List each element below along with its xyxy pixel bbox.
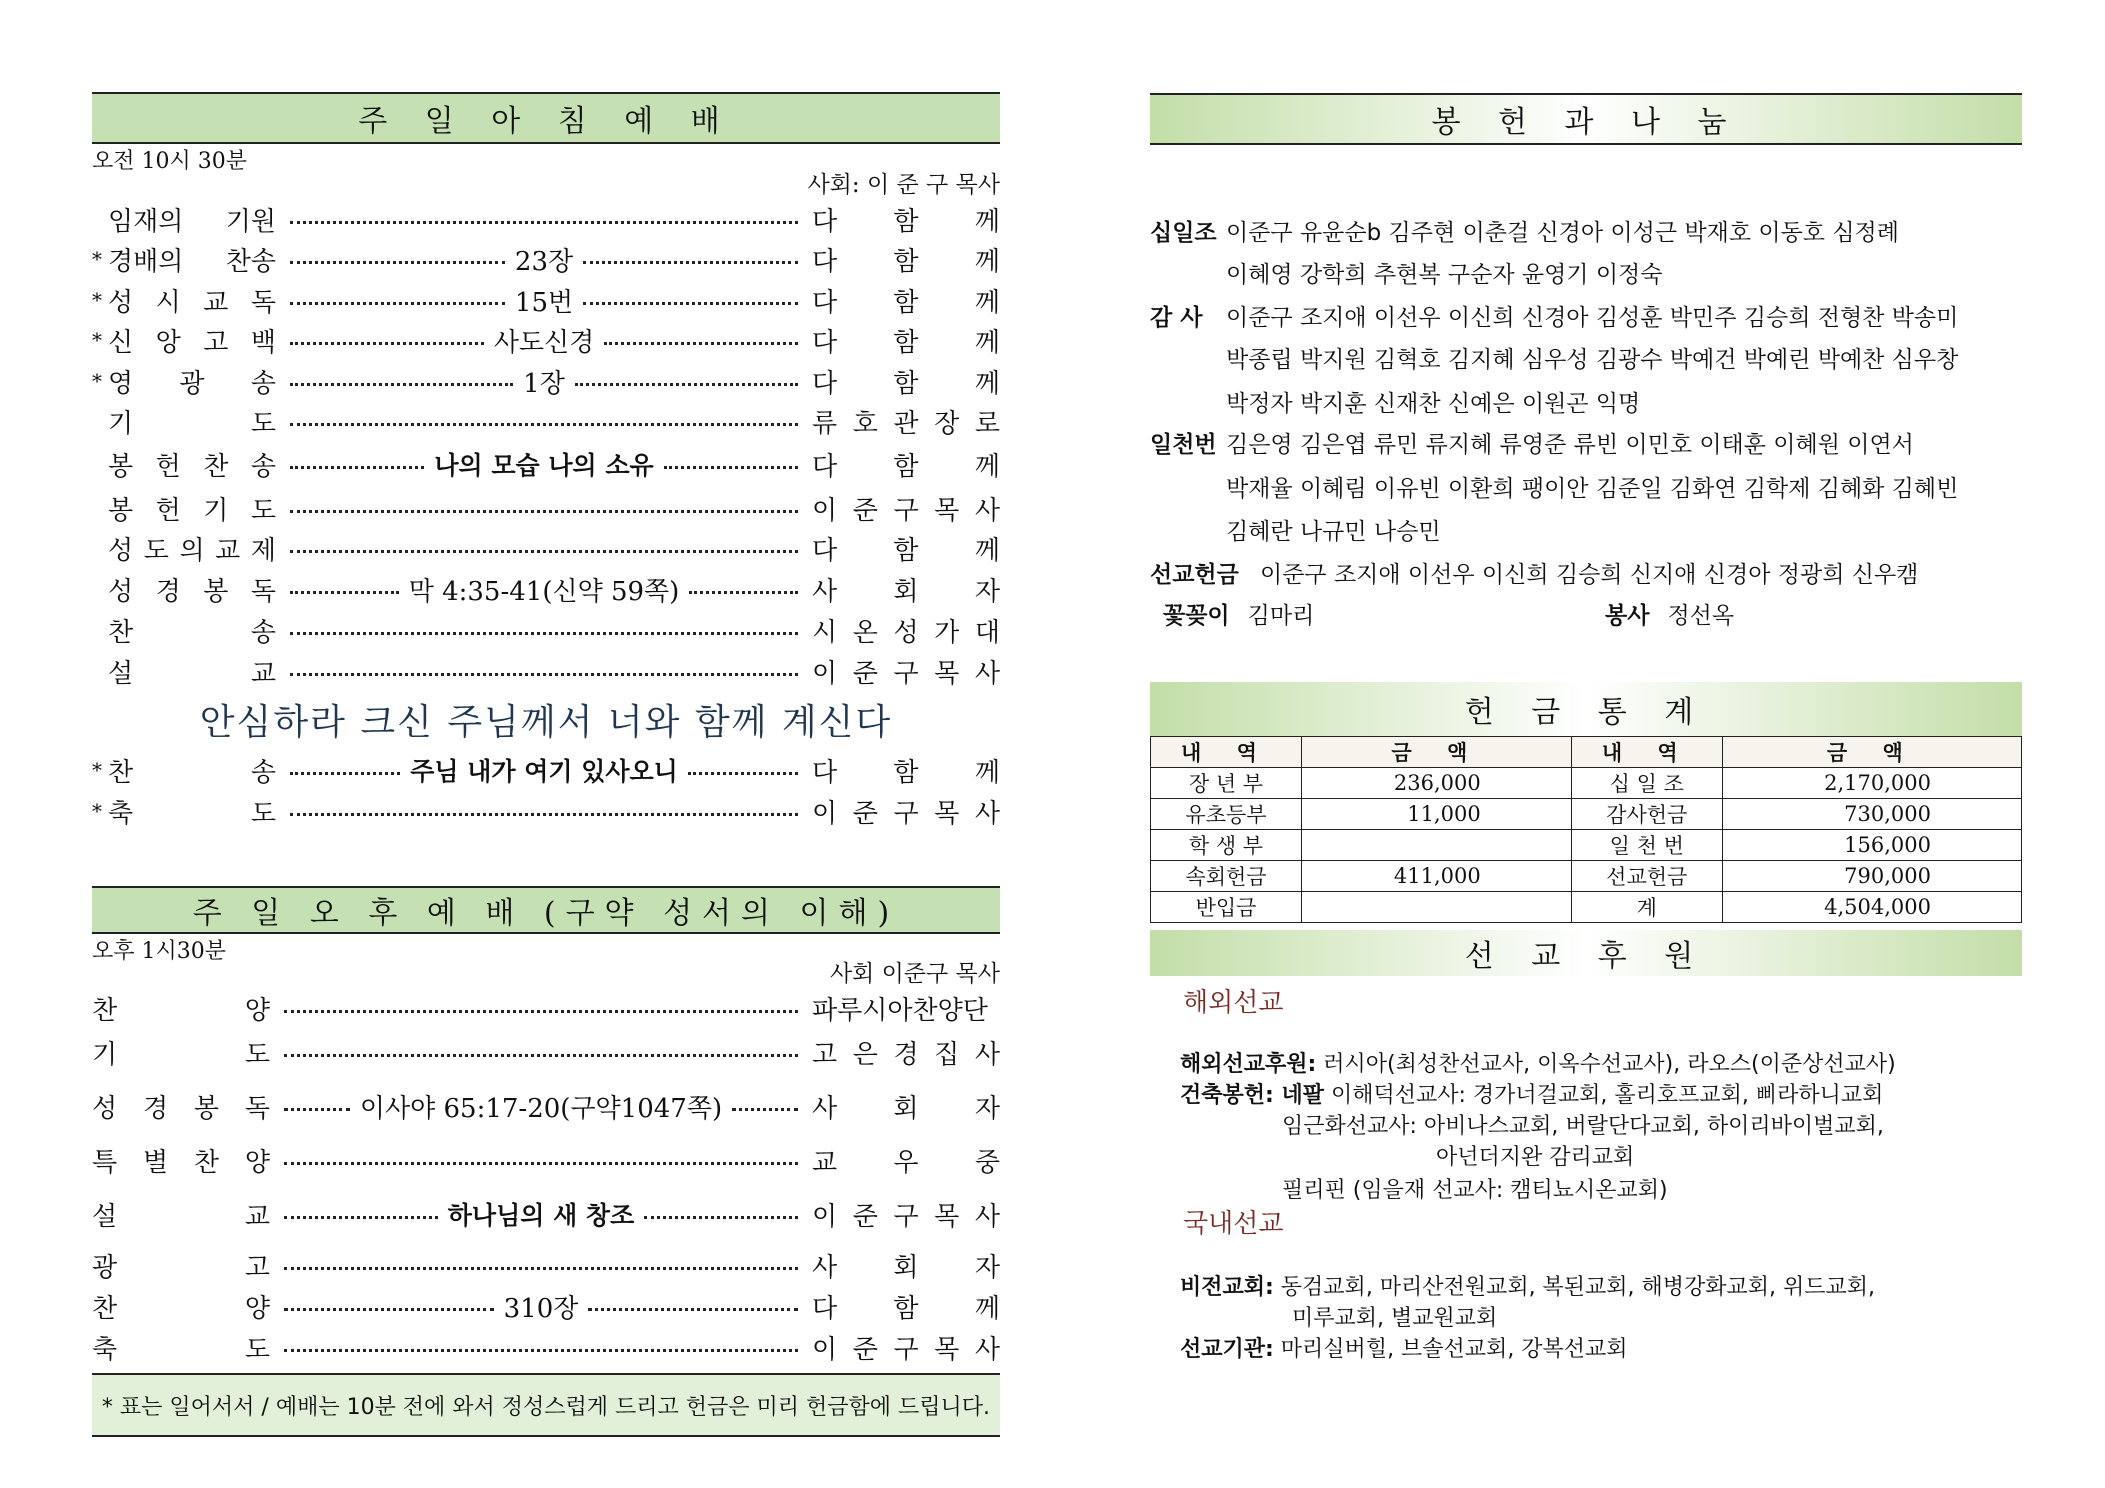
dotted-leader: [290, 772, 400, 775]
dotted-leader: [284, 1108, 350, 1111]
order-detail: 310장: [503, 1293, 579, 1324]
order-row: [92, 363, 1000, 399]
table-row: [1151, 830, 2022, 861]
service-name: 정선옥: [1667, 603, 1735, 629]
order-detail: 1장: [523, 368, 565, 399]
amount-cell: 4,504,000: [1722, 892, 2021, 923]
item-cell: 선교헌금: [1571, 861, 1722, 892]
offering-category: 선교헌금: [1150, 562, 1239, 588]
offering-title: 봉 헌 과 나 눔: [1431, 105, 1741, 140]
order-leader-name: 시 온 성 가 대: [812, 617, 1000, 648]
amount-cell: [1301, 830, 1571, 861]
dotted-leader: [284, 1308, 494, 1311]
afternoon-title: 주 일 오 후 예 배 (구약 성서의 이해): [192, 896, 900, 931]
order-label: 설 교: [108, 658, 276, 689]
standing-marker: *: [92, 328, 102, 352]
order-row: [92, 322, 1000, 358]
sermon-title: 안심하라 크신 주님께서 너와 함께 계신다: [199, 702, 893, 743]
item-cell: 유초등부: [1151, 799, 1302, 830]
order-label: 신 앙 고 백: [108, 327, 276, 358]
mission-line: [1180, 1332, 1628, 1363]
morning-service-header: [92, 92, 1000, 144]
offering-line: [1150, 556, 1918, 589]
afternoon-service-header: [92, 886, 1000, 934]
order-leader-name: 다 함 께: [812, 535, 1000, 566]
order-label: 기 도: [108, 408, 276, 439]
mission-text: 임근화선교사: 아비나스교회, 버랄단다교회, 하이리바이벌교회,: [1282, 1114, 1884, 1139]
dotted-leader: [688, 772, 798, 775]
order-row: [92, 530, 1000, 566]
amount-cell: 236,000: [1301, 768, 1571, 799]
order-leader: [284, 1156, 798, 1165]
order-label: 찬 양: [92, 995, 270, 1026]
order-detail: 이사야 65:17-20(구약1047쪽): [359, 1093, 723, 1124]
order-row: [92, 1247, 1000, 1283]
amount-cell: [1301, 892, 1571, 923]
dotted-leader: [290, 510, 798, 513]
offering-stats-table: [1150, 736, 2022, 923]
offering-line: [1150, 299, 1958, 332]
order-leader-name: 고 은 경 집 사: [812, 1039, 1000, 1070]
order-leader-name: 다 함 께: [812, 1293, 1000, 1324]
morning-time: 오전 10시 30분: [92, 149, 247, 174]
offering-line: [1150, 426, 1914, 459]
offering-category: 십일조: [1150, 220, 1217, 246]
dotted-leader: [284, 1054, 798, 1057]
order-leader: [290, 363, 798, 400]
table-header: 내 역: [1571, 737, 1722, 768]
order-leader: [290, 626, 798, 635]
order-leader-name: 사 회 자: [812, 1252, 1000, 1283]
standing-marker: *: [92, 369, 102, 393]
order-leader-name: 류 호 관 장 로: [812, 408, 1000, 439]
order-leader-name: 다 함 께: [812, 206, 1000, 237]
order-row: [92, 1196, 1000, 1232]
order-row: [92, 1034, 1000, 1070]
order-leader-name: 다 함 께: [812, 757, 1000, 788]
mission-text: 필리핀 (임을재 선교사: 캠티뇨시온교회): [1282, 1178, 1668, 1203]
order-row: [92, 1288, 1000, 1324]
stats-title: 헌 금 통 계: [1464, 695, 1708, 730]
mission-text: 미루교회, 별교원교회: [1292, 1306, 1498, 1331]
item-cell: 감사헌금: [1571, 799, 1722, 830]
order-row: [92, 990, 1000, 1026]
order-leader-name: 이 준 구 목 사: [812, 495, 1000, 526]
offering-line: [1150, 385, 1640, 418]
order-leader: [290, 504, 798, 513]
dotted-leader: [290, 813, 798, 816]
offering-category: 감 사: [1150, 305, 1203, 331]
order-row: [92, 1142, 1000, 1178]
order-leader: [284, 1048, 798, 1057]
morning-presider: 사회: 이 준 구 목사: [807, 172, 1000, 198]
offering-names: 이혜영 강학희 추현복 구순자 윤영기 이정숙: [1226, 262, 1663, 288]
offering-names: 이준구 조지애 이선우 이신희 김승희 신지애 신경아 정광희 신우캠: [1260, 562, 1919, 588]
stats-header: [1150, 682, 2022, 736]
order-leader: [290, 446, 798, 482]
order-label: 축 도: [92, 1334, 270, 1365]
offering-names: 김혜란 나규민 나승민: [1226, 519, 1441, 545]
order-leader-name: 이 준 구 목 사: [812, 658, 1000, 689]
order-leader: [284, 1343, 798, 1352]
domestic-mission-title: 국내선교: [1183, 1209, 1284, 1239]
dotted-leader: [290, 423, 798, 426]
item-cell: 계: [1571, 892, 1722, 923]
order-leader-name: 다 함 께: [812, 327, 1000, 358]
dotted-leader: [732, 1108, 798, 1111]
dotted-leader: [290, 261, 505, 264]
table-header: 금 액: [1301, 737, 1571, 768]
item-cell: 장 년 부: [1151, 768, 1302, 799]
dotted-leader: [664, 466, 798, 469]
mission-category: 건축봉헌: 네팔: [1180, 1083, 1324, 1108]
order-row: [92, 403, 1000, 439]
offering-names: 김은영 김은엽 류민 류지혜 류영준 류빈 이민호 이태훈 이혜원 이연서: [1226, 432, 1914, 458]
order-row: [92, 752, 1000, 788]
order-leader: [284, 1261, 798, 1270]
order-label: 찬 송: [108, 617, 276, 648]
order-row: [92, 282, 1000, 318]
order-detail: 주님 내가 여기 있사오니: [410, 757, 678, 786]
dotted-leader: [583, 302, 798, 305]
offering-line: [1150, 513, 1441, 546]
order-row: [92, 793, 1000, 829]
order-detail: 막 4:35-41(신약 59쪽): [408, 576, 680, 607]
dotted-leader: [290, 342, 484, 345]
dotted-leader: [588, 1308, 798, 1311]
order-leader-name: 사 회 자: [812, 576, 1000, 607]
offering-line: [1150, 470, 1958, 503]
order-leader: [284, 1088, 798, 1125]
order-label: 봉 헌 기 도: [108, 495, 276, 526]
footer-notice: [92, 1373, 1000, 1437]
order-detail: 사도신경: [493, 327, 595, 358]
amount-cell: 11,000: [1301, 799, 1571, 830]
order-label: 찬 양: [92, 1293, 270, 1324]
dotted-leader: [284, 1267, 798, 1270]
item-cell: 학 생 부: [1151, 830, 1302, 861]
order-label: 영 광 송: [108, 368, 276, 399]
order-detail: 15번: [514, 287, 574, 318]
order-leader: [290, 807, 798, 816]
order-leader-name: 사 회 자: [812, 1093, 1000, 1124]
offering-names: 이준구 유윤순b 김주현 이춘걸 신경아 이성근 박재호 이동호 심정례: [1226, 220, 1899, 246]
standing-marker: *: [92, 288, 102, 312]
order-label: 임재의 기원: [108, 206, 276, 237]
service-label: 봉사: [1605, 603, 1650, 629]
mission-text: 아넌더지완 감리교회: [1436, 1145, 1635, 1170]
order-label: 특 별 찬 양: [92, 1147, 270, 1178]
dotted-leader: [290, 673, 798, 676]
mission-category: 비전교회:: [1180, 1275, 1274, 1300]
offering-line: [1150, 341, 1958, 374]
item-cell: 십 일 조: [1571, 768, 1722, 799]
footer-text: * 표는 일어서서 / 예배는 10분 전에 와서 정성스럽게 드리고 헌금은 미리 헌금함에 드립니다.: [101, 1394, 991, 1420]
order-row: [92, 490, 1000, 526]
mission-category: 선교기관:: [1180, 1337, 1274, 1362]
order-label: 찬 송: [108, 757, 276, 788]
order-leader: [290, 215, 798, 224]
amount-cell: 156,000: [1722, 830, 2021, 861]
order-leader-name: 다 함 께: [812, 451, 1000, 482]
amount-cell: 2,170,000: [1722, 768, 2021, 799]
mission-text: 이해덕선교사: 경가너걸교회, 홀리호프교회, 삐라하니교회: [1323, 1083, 1884, 1108]
order-label: 축 도: [108, 798, 276, 829]
dotted-leader: [284, 1010, 798, 1013]
mission-line: [1436, 1140, 1634, 1171]
table-row: [1151, 861, 2022, 892]
order-label: 성 시 교 독: [108, 287, 276, 318]
afternoon-presider: 사회 이준구 목사: [829, 961, 1000, 987]
order-label: 성 경 봉 독: [108, 576, 276, 607]
afternoon-time: 오후 1시30분: [92, 939, 226, 964]
order-leader-name: 이 준 구 목 사: [812, 798, 1000, 829]
flowers-name: 김마리: [1247, 603, 1315, 629]
dotted-leader: [644, 1216, 798, 1219]
mission-category: 해외선교후원:: [1180, 1052, 1317, 1077]
service-line: [1605, 597, 1734, 630]
order-row: [92, 1088, 1000, 1124]
mission-line: [1282, 1173, 1668, 1204]
table-row: [1151, 892, 2022, 923]
order-leader-name: 이 준 구 목 사: [812, 1334, 1000, 1365]
offering-names: 이준구 조지애 이선우 이신희 신경아 김성훈 박민주 김승희 전형찬 박송미: [1226, 305, 1959, 331]
standing-marker: *: [92, 799, 102, 823]
offering-names: 박종립 박지원 김혁호 김지혜 심우성 김광수 박예건 박예린 박예찬 심우창: [1226, 347, 1959, 373]
order-leader: [290, 752, 798, 788]
order-leader: [290, 322, 798, 359]
amount-cell: 411,000: [1301, 861, 1571, 892]
mission-text: 마리실버힐, 브솔선교회, 강복선교회: [1273, 1337, 1628, 1362]
order-leader: [284, 1196, 798, 1232]
mission-line: [1282, 1109, 1884, 1140]
order-label: 설 교: [92, 1201, 270, 1232]
mission-text: 러시아(최성찬선교사, 이옥수선교사), 라오스(이준상선교사): [1316, 1052, 1896, 1077]
order-leader-name: 파루시아찬양단: [812, 995, 988, 1026]
dotted-leader: [290, 221, 798, 224]
mission-title: 선 교 후 원: [1464, 939, 1708, 974]
order-leader: [290, 571, 798, 608]
dotted-leader: [284, 1162, 798, 1165]
order-label: 경배의 찬송: [108, 246, 276, 277]
order-label: 성 경 봉 독: [92, 1093, 270, 1124]
mission-text: 동검교회, 마리산전원교회, 복된교회, 해병강화교회, 위드교회,: [1273, 1275, 1876, 1300]
dotted-leader: [284, 1349, 798, 1352]
table-header: 금 액: [1722, 737, 2021, 768]
order-leader: [284, 1004, 798, 1013]
dotted-leader: [290, 466, 424, 469]
table-row: [1151, 768, 2022, 799]
order-row: [92, 571, 1000, 607]
order-leader: [290, 417, 798, 426]
offering-names: 박재율 이혜림 이유빈 이환희 팽이안 김준일 김화연 김학제 김혜화 김혜빈: [1226, 476, 1959, 502]
order-leader-name: 다 함 께: [812, 368, 1000, 399]
order-leader: [290, 241, 798, 278]
flowers-label: 꽃꽂이: [1163, 603, 1230, 629]
offering-line: [1150, 256, 1662, 289]
order-row: [92, 653, 1000, 689]
dotted-leader: [575, 383, 798, 386]
item-cell: 반입금: [1151, 892, 1302, 923]
order-leader: [284, 1288, 798, 1325]
dotted-leader: [689, 591, 798, 594]
order-detail: 나의 모습 나의 소유: [434, 451, 654, 480]
order-detail: 하나님의 새 창조: [447, 1201, 635, 1230]
order-label: 기 도: [92, 1039, 270, 1070]
mission-line: [1180, 1270, 1875, 1301]
order-leader: [290, 282, 798, 319]
dotted-leader: [290, 383, 513, 386]
overseas-mission-title: 해외선교: [1183, 988, 1284, 1018]
standing-marker: *: [92, 247, 102, 271]
dotted-leader: [284, 1216, 438, 1219]
dotted-leader: [604, 342, 798, 345]
order-row: [92, 241, 1000, 277]
mission-header: [1150, 930, 2022, 976]
offering-category: 일천번: [1150, 432, 1217, 458]
offering-header: [1150, 93, 2022, 145]
order-leader: [290, 667, 798, 676]
dotted-leader: [290, 550, 798, 553]
order-row: [92, 446, 1000, 482]
dotted-leader: [290, 632, 798, 635]
mission-line: [1292, 1301, 1497, 1332]
order-row: [92, 1329, 1000, 1365]
order-leader-name: 이 준 구 목 사: [812, 1201, 1000, 1232]
amount-cell: 790,000: [1722, 861, 2021, 892]
dotted-leader: [290, 591, 399, 594]
order-label: 봉 헌 찬 송: [108, 451, 276, 482]
table-row: [1151, 799, 2022, 830]
order-detail: 23장: [514, 246, 574, 277]
mission-line: [1180, 1047, 1896, 1078]
morning-title: 주 일 아 침 예 배: [358, 104, 734, 139]
flowers-line: [1163, 597, 1314, 630]
table-header: 내 역: [1151, 737, 1302, 768]
order-leader: [290, 544, 798, 553]
item-cell: 속회헌금: [1151, 861, 1302, 892]
order-leader-name: 다 함 께: [812, 287, 1000, 318]
mission-line: [1180, 1078, 1883, 1109]
offering-names: 박정자 박지훈 신재찬 신예은 이원곤 익명: [1226, 391, 1641, 417]
order-leader-name: 교 우 중: [812, 1147, 1000, 1178]
offering-line: [1150, 214, 1899, 247]
dotted-leader: [583, 261, 798, 264]
order-label: 광 고: [92, 1252, 270, 1283]
order-row: [92, 612, 1000, 648]
dotted-leader: [290, 302, 505, 305]
standing-marker: *: [92, 758, 102, 782]
order-row: [92, 201, 1000, 237]
order-leader-name: 다 함 께: [812, 246, 1000, 277]
order-label: 성 도 의 교 제: [108, 535, 276, 566]
amount-cell: 730,000: [1722, 799, 2021, 830]
item-cell: 일 천 번: [1571, 830, 1722, 861]
